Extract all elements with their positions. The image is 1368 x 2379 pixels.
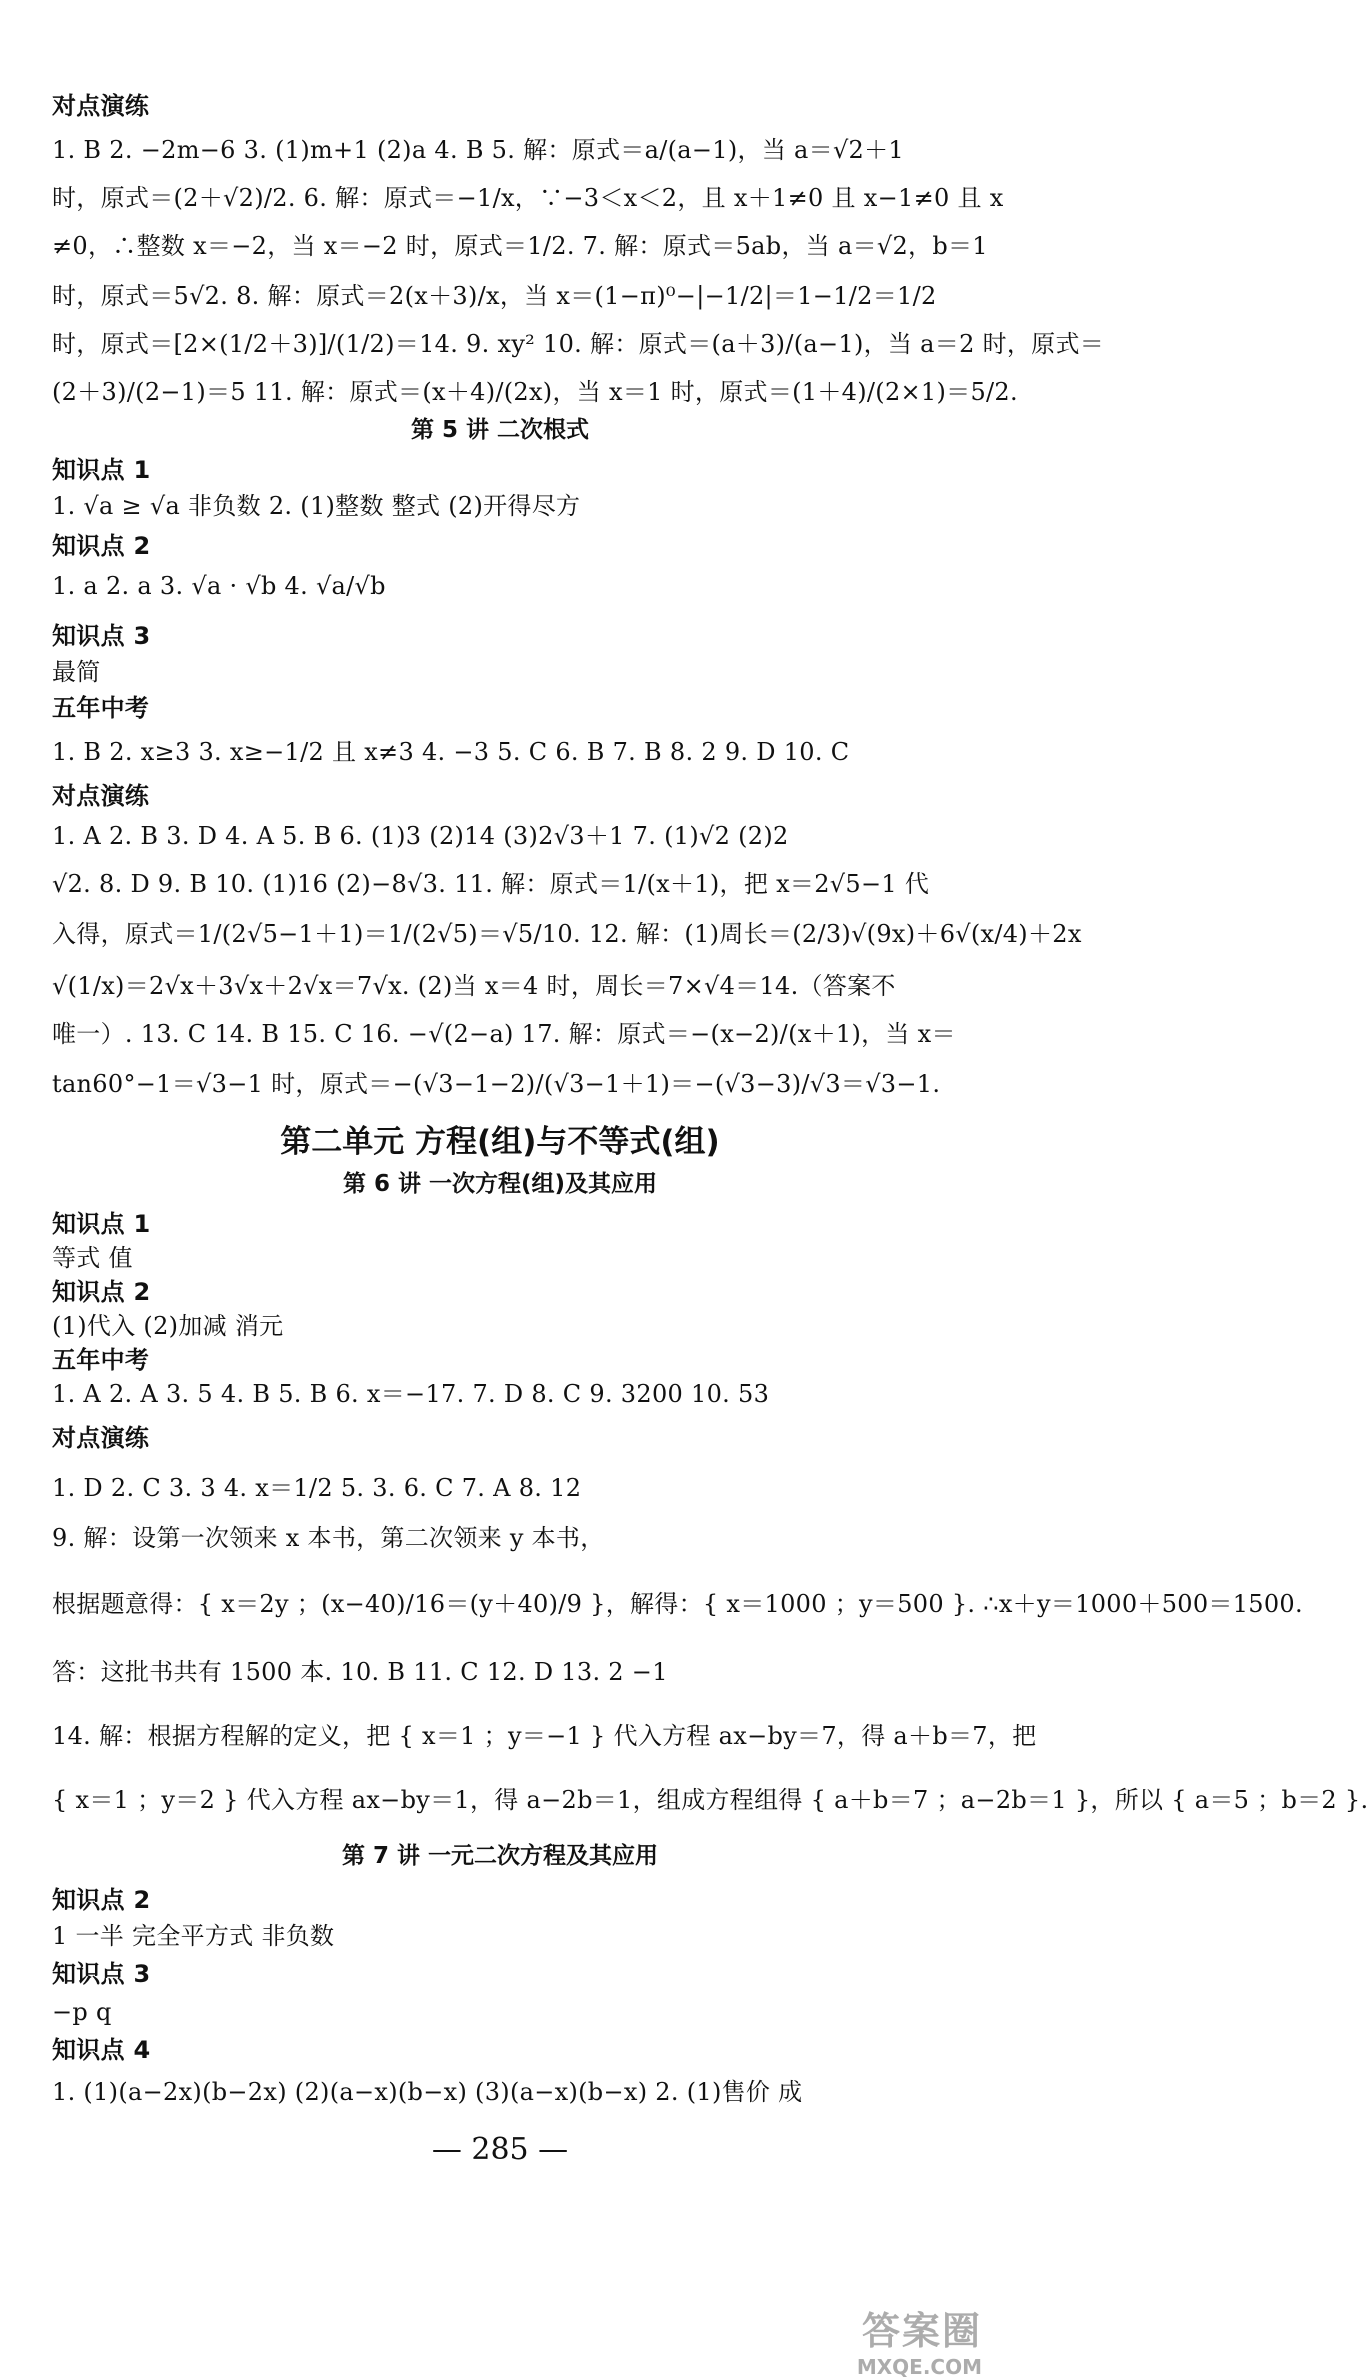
answer-line: 1. √a ≥ √a 非负数 2. (1)整数 整式 (2)开得尽方 bbox=[52, 492, 581, 520]
unit-title: 第二单元 方程(组)与不等式(组) bbox=[280, 1124, 720, 1160]
knowledge-label: 知识点 2 bbox=[52, 1886, 151, 1914]
answer-line: √(1/x)＝2√x＋3√x＋2√x＝7√x. (2)当 x＝4 时，周长＝7×√4＝14.（答案不 bbox=[52, 972, 896, 1000]
knowledge-label: 知识点 2 bbox=[52, 1278, 151, 1306]
answer-line: 1 一半 完全平方式 非负数 bbox=[52, 1922, 335, 1950]
watermark-url: MXQE.COM bbox=[856, 2355, 982, 2379]
answer-line: 9. 解：设第一次领来 x 本书，第二次领来 y 本书， bbox=[52, 1524, 605, 1552]
section-heading: 五年中考 bbox=[52, 1346, 150, 1374]
answer-line: √2. 8. D 9. B 10. (1)16 (2)−8√3. 11. 解：原式＝1/(x＋1)，把 x＝2√5−1 代 bbox=[52, 870, 930, 898]
answer-line: tan60°−1＝√3−1 时，原式＝−(√3−1−2)/(√3−1＋1)＝−(√3−3)/√3＝√3−1. bbox=[52, 1070, 941, 1098]
section-heading: 对点演练 bbox=[52, 1424, 150, 1452]
answer-line: { x＝1 ；y＝2 } 代入方程 ax−by＝1，得 a−2b＝1，组成方程组得 { a＋b＝7 ；a−2b＝1 }，所以 { a＝5 ；b＝2 }. bbox=[52, 1786, 1368, 1814]
answer-line: 入得，原式＝1/(2√5−1＋1)＝1/(2√5)＝√5/10. 12. 解：(1)周长＝(2/3)√(9x)＋6√(x/4)＋2x bbox=[52, 920, 1082, 948]
section-heading: 对点演练 bbox=[52, 782, 150, 810]
answer-line: 时，原式＝5√2. 8. 解：原式＝2(x＋3)/x，当 x＝(1−π)⁰−|−1/2|＝1−1/2＝1/2 bbox=[52, 282, 937, 310]
answer-line: (1)代入 (2)加减 消元 bbox=[52, 1312, 284, 1340]
knowledge-label: 知识点 2 bbox=[52, 532, 151, 560]
answer-line: 1. B 2. x≥3 3. x≥−1/2 且 x≠3 4. −3 5. C 6. B 7. B 8. 2 9. D 10. C bbox=[52, 738, 850, 766]
page-number: — 285 — bbox=[431, 2132, 569, 2167]
knowledge-label: 知识点 1 bbox=[52, 1210, 151, 1238]
answer-line: 时，原式＝[2×(1/2＋3)]/(1/2)＝14. 9. xy² 10. 解：原式＝(a＋3)/(a−1)，当 a＝2 时，原式＝ bbox=[52, 330, 1105, 358]
answer-line: 根据题意得：{ x＝2y ；(x−40)/16＝(y＋40)/9 }，解得：{ x＝1000 ；y＝500 }. ∴x＋y＝1000＋500＝1500. bbox=[52, 1590, 1303, 1618]
answer-line: 1. a 2. a 3. √a · √b 4. √a/√b bbox=[52, 572, 386, 600]
answer-line: 时，原式＝(2＋√2)/2. 6. 解：原式＝−1/x，∵−3＜x＜2，且 x＋1≠0 且 x−1≠0 且 x bbox=[52, 184, 1004, 212]
answer-line: 1. D 2. C 3. 3 4. x＝1/2 5. 3. 6. C 7. A 8. 12 bbox=[52, 1474, 582, 1502]
answer-line: 最简 bbox=[52, 658, 101, 686]
knowledge-label: 知识点 3 bbox=[52, 622, 151, 650]
answer-line: −p q bbox=[52, 1998, 112, 2026]
lecture-title: 第 5 讲 二次根式 bbox=[410, 417, 590, 443]
watermark bbox=[857, 2300, 982, 2379]
watermark-site-name: 答案圈 bbox=[861, 2309, 982, 2353]
answer-line: ≠0，∴整数 x＝−2，当 x＝−2 时，原式＝1/2. 7. 解：原式＝5ab，当 a＝√2，b＝1 bbox=[52, 232, 988, 260]
section-heading: 对点演练 bbox=[52, 92, 150, 120]
lecture-title: 第 6 讲 一次方程(组)及其应用 bbox=[342, 1171, 658, 1197]
knowledge-label: 知识点 1 bbox=[52, 456, 151, 484]
answer-line: 14. 解：根据方程解的定义，把 { x＝1 ；y＝−1 } 代入方程 ax−by＝7，得 a＋b＝7，把 bbox=[52, 1722, 1037, 1750]
answer-line: (2＋3)/(2−1)＝5 11. 解：原式＝(x＋4)/(2x)，当 x＝1 时，原式＝(1＋4)/(2×1)＝5/2. bbox=[52, 378, 1018, 406]
answer-line: 答：这批书共有 1500 本. 10. B 11. C 12. D 13. 2 −1 bbox=[52, 1658, 668, 1686]
answer-line: 唯一）. 13. C 14. B 15. C 16. −√(2−a) 17. 解：原式＝−(x−2)/(x＋1)，当 x＝ bbox=[52, 1020, 956, 1048]
answer-line: 1. A 2. B 3. D 4. A 5. B 6. (1)3 (2)14 (3)2√3＋1 7. (1)√2 (2)2 bbox=[52, 822, 789, 850]
knowledge-label: 知识点 4 bbox=[52, 2036, 151, 2064]
lecture-title: 第 7 讲 一元二次方程及其应用 bbox=[341, 1843, 659, 1869]
section-heading: 五年中考 bbox=[52, 694, 150, 722]
answer-line: 等式 值 bbox=[52, 1244, 133, 1272]
answer-line: 1. A 2. A 3. 5 4. B 5. B 6. x＝−17. 7. D 8. C 9. 3200 10. 53 bbox=[52, 1380, 770, 1408]
knowledge-label: 知识点 3 bbox=[52, 1960, 151, 1988]
answer-line: 1. (1)(a−2x)(b−2x) (2)(a−x)(b−x) (3)(a−x)(b−x) 2. (1)售价 成 bbox=[52, 2078, 803, 2106]
answer-line: 1. B 2. −2m−6 3. (1)m+1 (2)a 4. B 5. 解：原式＝a/(a−1)，当 a＝√2＋1 bbox=[52, 136, 904, 164]
